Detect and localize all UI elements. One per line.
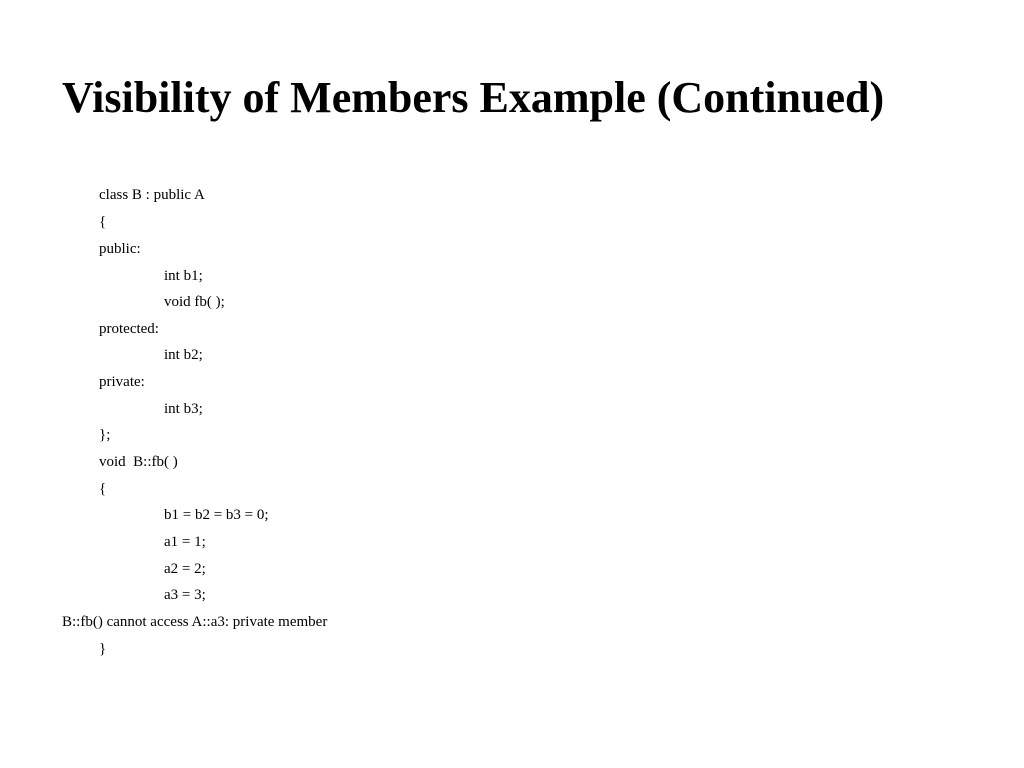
code-line-assign-b: b1 = b2 = b3 = 0;: [164, 507, 269, 523]
code-line-assign-a2: a2 = 2;: [164, 561, 206, 577]
code-line-int-b2: int b2;: [164, 347, 203, 363]
code-line-assign-a3: a3 = 3;: [164, 587, 206, 603]
code-line-fb-close-brace: }: [99, 641, 107, 657]
code-line-private-label: private:: [99, 374, 145, 390]
code-line-assign-a1: a1 = 1;: [164, 534, 206, 550]
code-line-fb-open-brace: {: [99, 481, 107, 497]
slide-title: Visibility of Members Example (Continued): [62, 73, 885, 122]
code-line-void-fb-decl: void fb( );: [164, 294, 225, 310]
code-line-public-label: public:: [99, 241, 141, 257]
code-line-protected-label: protected:: [99, 321, 159, 337]
code-line-int-b3: int b3;: [164, 401, 203, 417]
code-line-class-close: };: [99, 427, 111, 443]
compiler-error-note: B::fb() cannot access A::a3: private member: [62, 614, 328, 630]
code-line-class-decl: class B : public A: [99, 187, 205, 203]
code-line-open-brace: {: [99, 214, 107, 230]
code-line-int-b1: int b1;: [164, 268, 203, 284]
code-line-fb-def: void B::fb( ): [99, 454, 178, 470]
